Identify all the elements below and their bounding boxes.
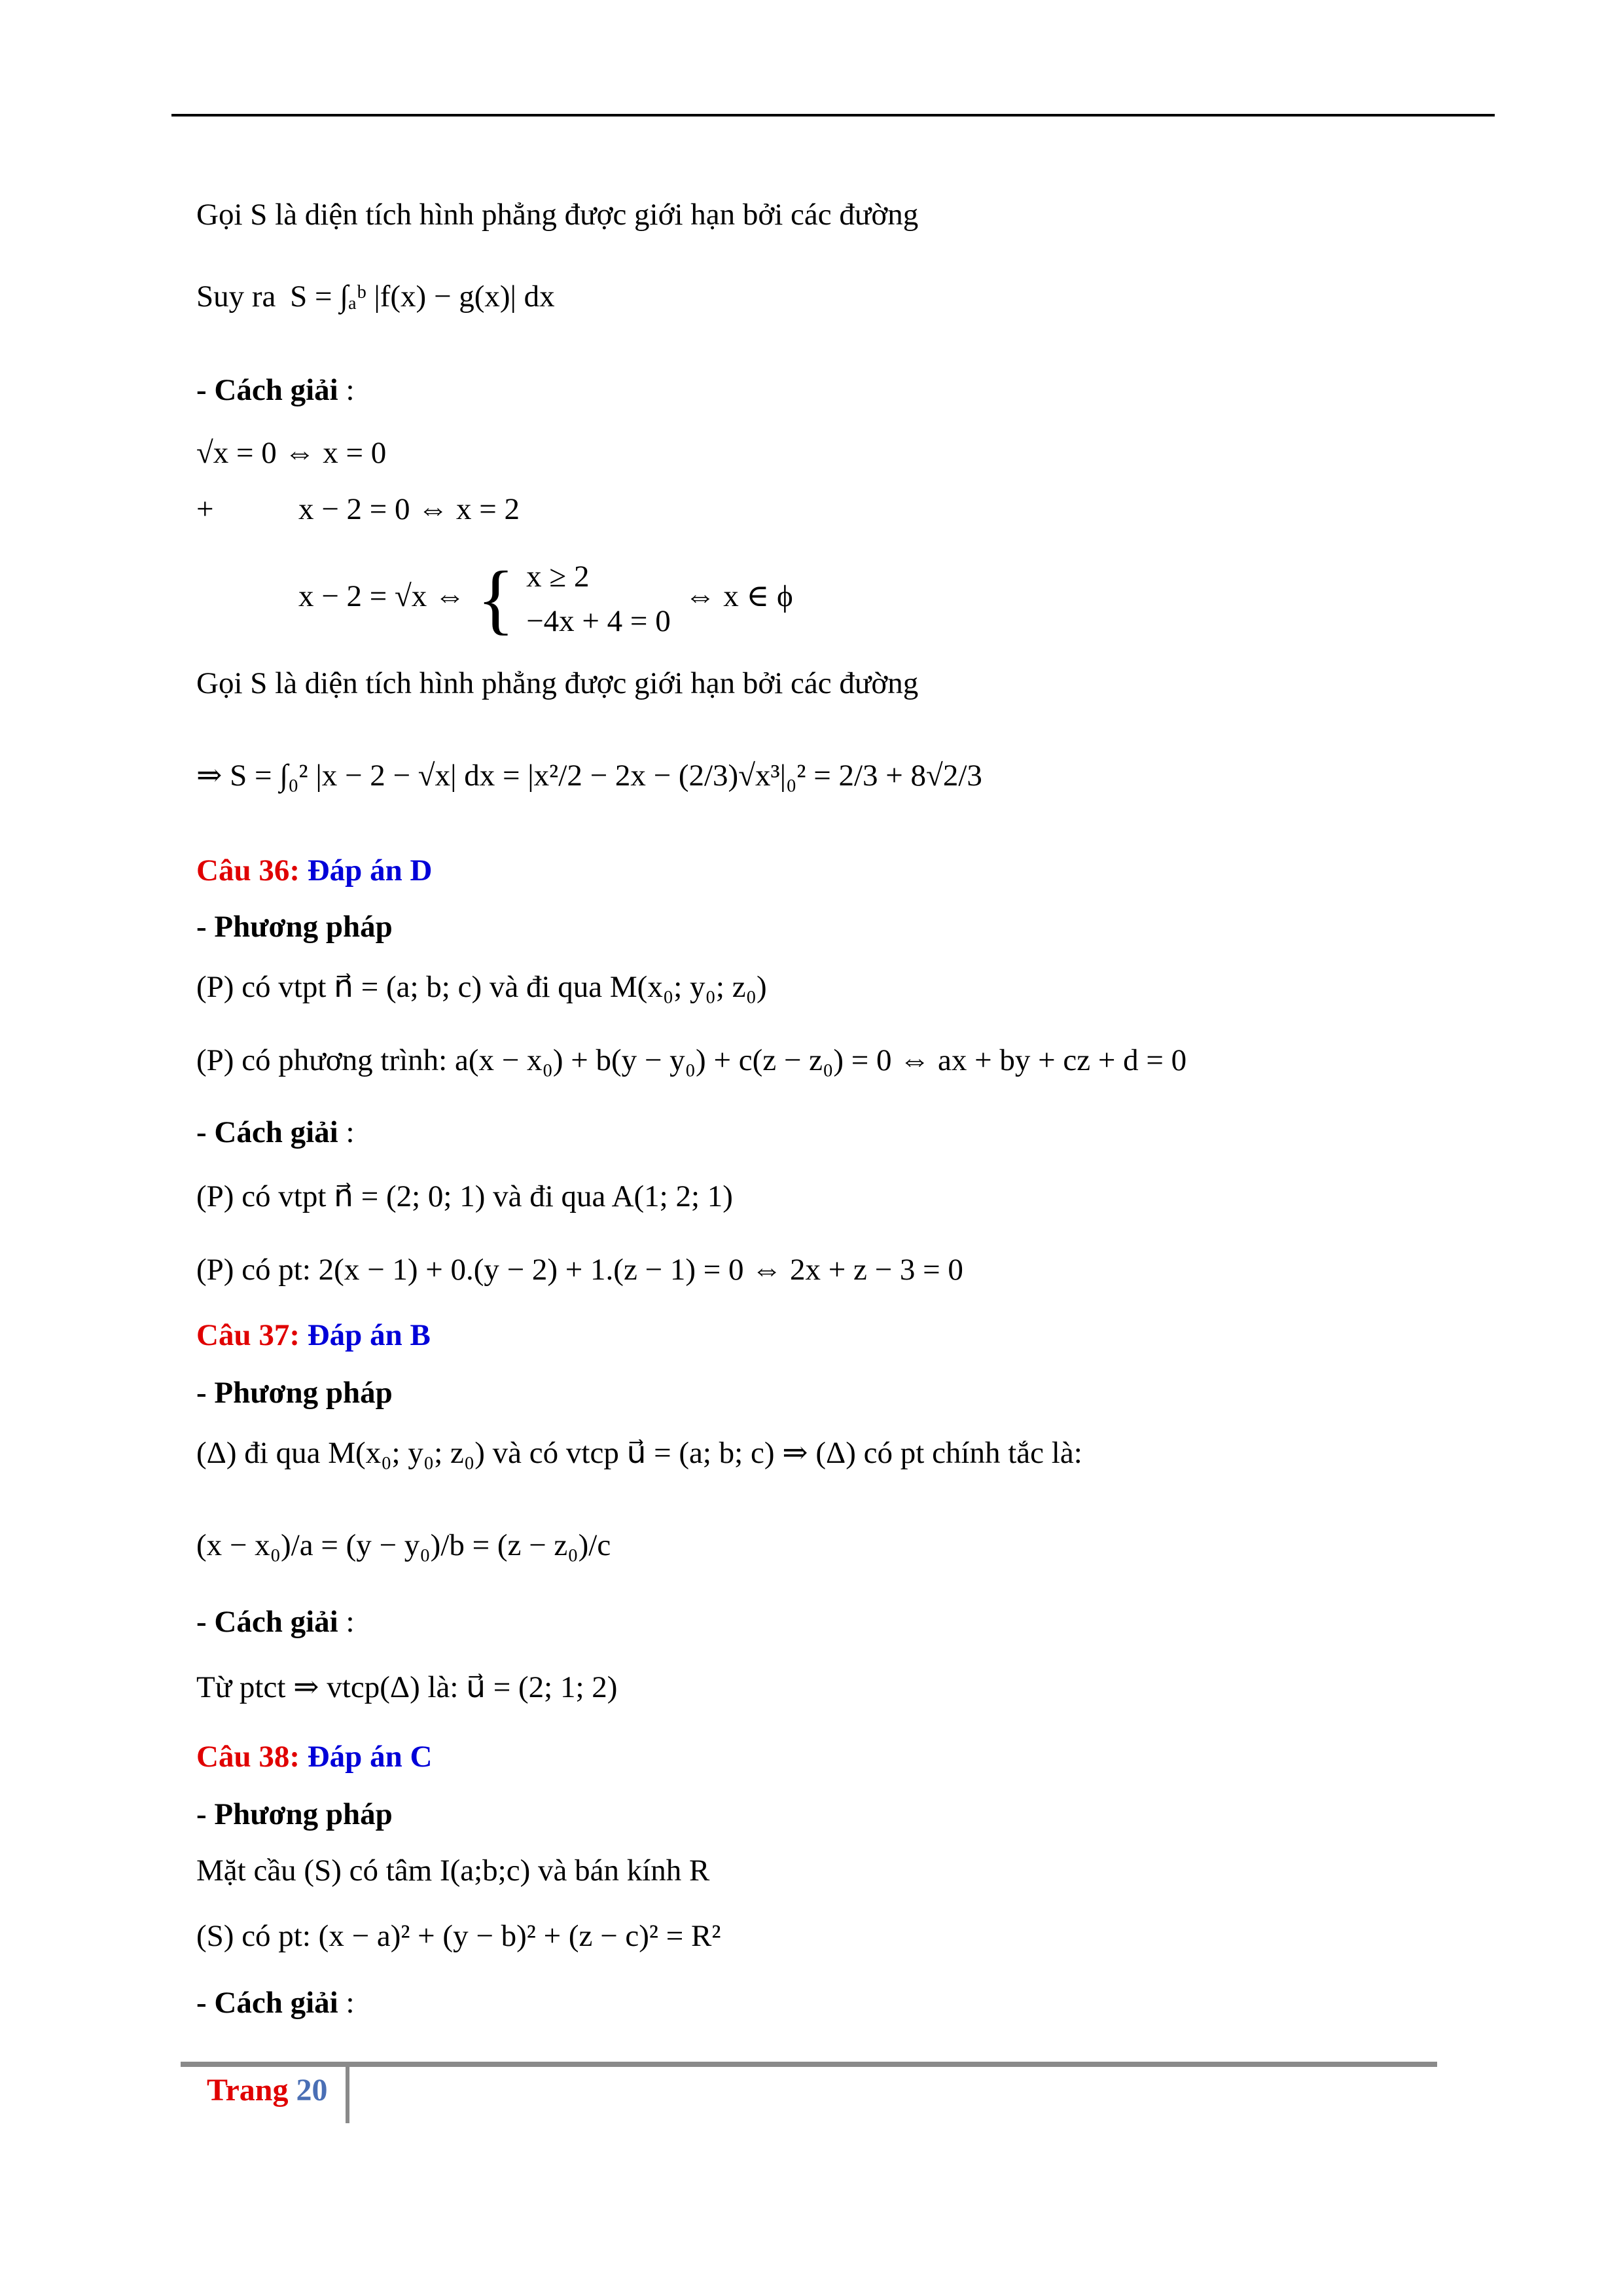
q38-solution-heading: - Cách giải : bbox=[196, 1986, 355, 2020]
system-line-2: −4x + 4 = 0 bbox=[526, 604, 671, 639]
equation-3-system bbox=[526, 554, 671, 643]
q38-method-heading: - Phương pháp bbox=[196, 1797, 393, 1831]
page-number: 20 bbox=[296, 2073, 328, 2108]
equation-3 bbox=[298, 547, 793, 645]
q37-solution-heading: - Cách giải : bbox=[196, 1605, 355, 1639]
q38-answer: Đáp án C bbox=[307, 1740, 433, 1774]
equation-2: x − 2 = 0 ⇔ x = 2 bbox=[298, 492, 520, 526]
q38-label: Câu 38: bbox=[196, 1740, 300, 1774]
q36-answer: Đáp án D bbox=[307, 853, 433, 888]
q37-method-heading: - Phương pháp bbox=[196, 1376, 393, 1410]
header-rule bbox=[171, 114, 1495, 117]
q37-label: Câu 37: bbox=[196, 1318, 300, 1352]
q36-line-2: (P) có phương trình: a(x − x₀) + b(y − y₀) + c(z − z₀) = 0 ⇔ ax + by + cz + d = 0 bbox=[196, 1043, 1187, 1077]
page-footer bbox=[207, 2072, 327, 2108]
equation-1: √x = 0 ⇔ x = 0 bbox=[196, 436, 387, 470]
q36-line-4: (P) có pt: 2(x − 1) + 0.(y − 2) + 1.(z − 1) = 0 ⇔ 2x + z − 3 = 0 bbox=[196, 1253, 963, 1287]
intro-formula: S = ∫ₐᵇ |f(x) − g(x)| dx bbox=[290, 279, 555, 314]
q36-method-heading: - Phương pháp bbox=[196, 910, 393, 944]
plus-sign: + bbox=[196, 492, 214, 526]
area-text: Gọi S là diện tích hình phẳng được giới hạn bởi các đường bbox=[196, 666, 919, 700]
q36-heading bbox=[196, 851, 432, 890]
footer-label: Trang bbox=[207, 2073, 289, 2108]
q37-line-3: Từ ptct ⇒ vtcp(Δ) là: u⃗ = (2; 1; 2) bbox=[196, 1670, 618, 1704]
q37-heading bbox=[196, 1316, 431, 1355]
q37-answer: Đáp án B bbox=[307, 1318, 431, 1352]
q38-heading bbox=[196, 1737, 432, 1776]
q36-solution-heading: - Cách giải : bbox=[196, 1115, 355, 1149]
intro-result-label: Suy ra bbox=[196, 279, 276, 314]
equation-3-left: x − 2 = √x ⇔ bbox=[298, 579, 466, 613]
area-formula: ⇒ S = ∫₀² |x − 2 − √x| dx = |x²/2 − 2x − (2/3)√x³|₀² = 2/3 + 8√2/3 bbox=[196, 759, 982, 793]
footer-divider bbox=[346, 2067, 349, 2123]
q36-line-1: (P) có vtpt n⃗ = (a; b; c) và đi qua M(x₀; y₀; z₀) bbox=[196, 970, 767, 1004]
q36-line-3: (P) có vtpt n⃗ = (2; 0; 1) và đi qua A(1; 2; 1) bbox=[196, 1179, 733, 1213]
equation-3-right: ⇔ x ∈ ϕ bbox=[685, 579, 793, 613]
q37-line-1: (Δ) đi qua M(x₀; y₀; z₀) và có vtcp u⃗ = (a; b; c) ⇒ (Δ) có pt chính tắc là: bbox=[196, 1436, 1082, 1470]
solution-heading: - Cách giải : bbox=[196, 373, 355, 407]
intro-formula-line bbox=[196, 247, 555, 346]
system-line-1: x ≥ 2 bbox=[526, 560, 590, 594]
q38-line-1: Mặt cầu (S) có tâm I(a;b;c) và bán kính R bbox=[196, 1854, 710, 1888]
q37-line-2: (x − x₀)/a = (y − y₀)/b = (z − z₀)/c bbox=[196, 1528, 611, 1562]
system-brace: { bbox=[476, 555, 515, 643]
footer-rule bbox=[181, 2062, 1437, 2067]
q36-label: Câu 36: bbox=[196, 853, 300, 888]
q38-line-2: (S) có pt: (x − a)² + (y − b)² + (z − c)² = R² bbox=[196, 1919, 721, 1953]
intro-text: Gọi S là diện tích hình phẳng được giới hạn bởi các đường bbox=[196, 198, 919, 232]
